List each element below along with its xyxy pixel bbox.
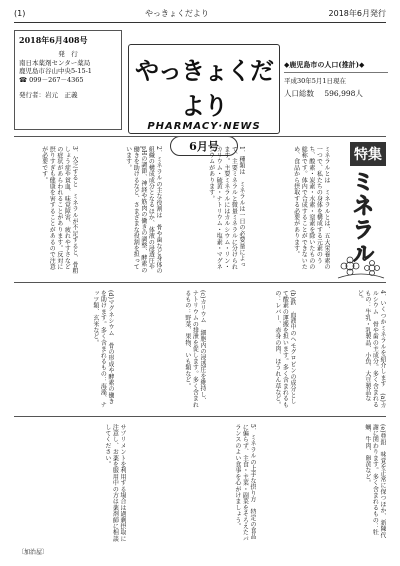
column-8: (d)マグネシウム 骨の形成や酵素の働きを助けます。多く含まれるもの：海藻、ナッツ類、玄米など。 (91, 290, 114, 408)
feature-title: ミネラル (349, 170, 374, 266)
flower-illustration (336, 252, 386, 280)
editor: 発行者：岩元 正義 (19, 90, 78, 99)
middle-rule (14, 282, 386, 283)
column-1: ミネラルとは ミネラルとは、五大栄養素の一つで、私たちの身体を構成する元素のうち、酸素・炭素・水素・窒素を除いたものの総称です。体内で合成することができないため、食品から摂取する必要があります。 (292, 146, 330, 270)
page-header (14, 6, 386, 20)
column-2: 1．種類は ミネラルは一日の必要量によって、主要ミネラルと微量ミネラルに分けられます。主要ミネラルにはカルシウム・リン・カリウム・硫黄・ナトリウム・塩素・マグネシウムがあります。 (207, 146, 245, 270)
page-number: (1) (14, 8, 26, 18)
column-7: (c)カリウム 細胞内の浸透圧を維持し、ナトリウムの排泄を促します。多く含まれるもの：野菜、果物、いも類など。 (183, 290, 206, 408)
feature-tag: 特集 (350, 142, 386, 166)
column-9: (e)亜鉛 味覚を正常に保つほか、新陳代謝に関わります。多く含まれるもの：牡蠣、牛肉、卵黄など。 (363, 424, 386, 539)
masthead-info (14, 30, 122, 130)
column-11: サプリメントを利用する場合は過剰摂取に注意し、お薬を服用中の方は薬剤師に相談してください。 (103, 424, 126, 542)
author-credit: 〔加治屋〕 (18, 549, 49, 556)
population-heading: ◆鹿児島市の人口(推計)◆ (284, 60, 388, 73)
population-box (284, 60, 388, 112)
publisher: 南日本薬剤センター薬局 (19, 58, 91, 67)
publisher-label: 発 行 (58, 49, 78, 58)
month-badge: 6月号 (170, 136, 238, 156)
population-total (284, 88, 388, 99)
column-4: 3．欠乏すると ミネラルが不足すると、骨粗しょう症や貧血、味覚障害、疲れやすさなどの症状があらわれることがあります。反対に摂りすぎも健康を害することがあるので注意が必要です。 (40, 146, 78, 275)
newsletter-title: やっきょくだより (135, 57, 273, 120)
header-rule (14, 22, 386, 23)
issue-date: 2018年6月発行 (328, 8, 386, 18)
population-label: 人口総数 (284, 89, 314, 98)
population-date: 平成30年5月1日現在 (284, 77, 347, 85)
column-10: 5．ミネラルの上手な摂り方 特定の食品に偏らず、主食・主菜・副菜をそろえたバランスのよい食事を心がけましょう。 (233, 424, 256, 542)
column-6: (b)鉄 血液中のヘモグロビンの成分として酸素の運搬を担います。多く含まれるもの：レバー、赤身の肉、ほうれん草など。 (273, 290, 296, 408)
newsletter-subtitle: PHARMACY·NEWS (147, 121, 261, 132)
telephone: ☎ 099－267－4365 (19, 76, 84, 85)
column-5: 4．いくつかミネラルを紹介します (a)カルシウム 骨や歯の主成分。多く含まれるもの：牛乳・乳製品、小魚、大豆製品など。 (356, 290, 386, 409)
lower-rule (14, 416, 386, 417)
issue-number: 2018年6月408号 (19, 35, 88, 45)
column-3: 2．ミネラルの主な役割は 骨や歯など身体の組織の構成成分となるほか、体液の浸透圧やpHの調節、神経や筋肉の働きの調整、酵素の働きを助けるなど、さまざまな役割を担っています。 (124, 146, 162, 275)
population-value: 596,998人 (324, 89, 363, 98)
masthead-rule (14, 136, 386, 137)
title-block (128, 44, 280, 153)
paper-name: やっきょくだより (144, 8, 209, 18)
address: 鹿児島市谷山中央5-15-1 (19, 67, 92, 76)
